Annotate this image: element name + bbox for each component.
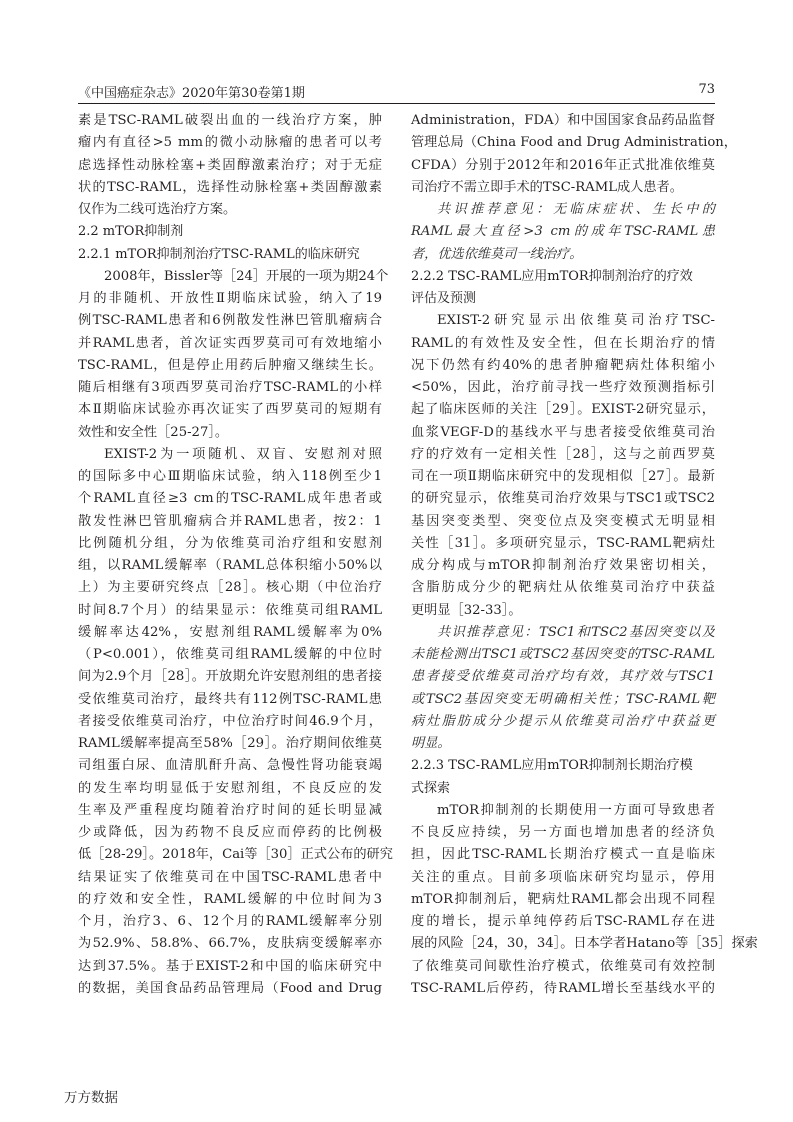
- text-line: 况下仍然有约40%的患者肿瘤靶病灶体积缩小: [411, 357, 715, 373]
- text-line: 起了临床医师的关注［29］。EXIST-2研究显示，: [411, 402, 715, 418]
- text-line: 散发性淋巴管肌瘤病合并RAML患者，按2：1: [78, 513, 382, 529]
- consensus-recommendation: 患者接受依维莫司治疗均有效，其疗效与TSC1: [411, 669, 715, 685]
- left-column: [78, 110, 393, 1000]
- text-line: 担，因此TSC-RAML长期治疗模式一直是临床: [411, 847, 715, 863]
- consensus-recommendation: 共识推荐意见：无临床症状、生长中的: [437, 202, 715, 217]
- text-line: 成分构成与mTOR抑制剂治疗效果密切相关，: [411, 558, 715, 573]
- text-line: 缓解率达42%，安慰剂组RAML缓解率为0%: [78, 624, 382, 640]
- text-line: 司治疗不需立即手术的TSC-RAML成人患者。: [411, 179, 683, 195]
- text-line: 效性和安全性［25-27］。: [78, 424, 229, 440]
- text-line: 达到37.5%。基于EXIST-2和中国的临床研究中: [78, 958, 382, 974]
- right-column: [411, 110, 758, 1000]
- text-line: 展的风险［24，30，34］。日本学者Hatano等［35］探索: [411, 936, 758, 952]
- subsection-heading: 2.2.1 mTOR抑制剂治疗TSC-RAML的临床研究: [78, 246, 360, 262]
- page-number: 73: [698, 82, 715, 97]
- text-line: 比例随机分组，分为依维莫司治疗组和安慰剂: [78, 535, 382, 551]
- text-line: 随后相继有3项西罗莫司治疗TSC-RAML的小样: [78, 380, 382, 395]
- text-line: 虑选择性动脉栓塞+类固醇激素治疗；对于无症: [78, 157, 382, 173]
- text-line: 司组蛋白尿、血清肌酐升高、急慢性肾功能衰竭: [78, 758, 382, 774]
- text-line: 受依维莫司治疗，最终共有112例TSC-RAML患: [78, 691, 382, 707]
- text-line: 司在一项Ⅱ期临床研究中的发现相似［27］。最新: [411, 469, 715, 484]
- text-line: 例TSC-RAML患者和6例散发性淋巴管肌瘤病合: [78, 313, 382, 329]
- paragraph-start: 2008年，Bissler等［24］开展的一项为期24个: [104, 268, 389, 284]
- text-line: mTOR抑制剂后，靶病灶RAML都会出现不同程: [411, 891, 715, 907]
- text-line: TSC-RAML后停药，待RAML增长至基线水平的: [411, 980, 715, 996]
- text-line: CFDA）分别于2012年和2016年正式批准依维莫: [411, 157, 715, 173]
- text-line: 的研究显示，依维莫司治疗效果与TSC1或TSC2: [411, 491, 715, 507]
- text-line: 关性［31］。多项研究显示，TSC-RAML靶病灶: [411, 535, 715, 551]
- text-line: 的疗效和安全性，RAML缓解的中位时间为3: [78, 891, 382, 907]
- subsection-heading: 评估及预测: [411, 291, 477, 306]
- consensus-recommendation: 病灶脂肪成分少提示从依维莫司治疗中获益更: [411, 713, 715, 729]
- paragraph-start: EXIST-2研究显示出依维莫司治疗TSC-: [437, 313, 715, 329]
- paragraph-start: EXIST-2为一项随机、双盲、安慰剂对照: [104, 446, 382, 462]
- text-line: 的国际多中心Ⅲ期临床试验，纳入118例至少1: [78, 469, 382, 484]
- running-header: [78, 82, 715, 104]
- text-line: 管理总局（China Food and Drug Administration，: [411, 135, 737, 151]
- text-line: 度的增长，提示单纯停药后TSC-RAML存在进: [411, 914, 715, 929]
- text-line: 了依维莫司间歇性治疗模式，依维莫司有效控制: [411, 958, 715, 974]
- text-line: 的发生率均明显低于安慰剂组，不良反应的发: [78, 780, 382, 796]
- text-line: 少或降低，因为药物不良反应而停药的比例极: [78, 825, 382, 840]
- text-line: 结果证实了依维莫司在中国TSC-RAML患者中: [78, 869, 382, 885]
- database-watermark: 万方数据: [64, 1090, 118, 1106]
- subsection-heading: 式探索: [411, 780, 451, 796]
- text-line: 个RAML直径≥3 cm的TSC-RAML成年患者或: [78, 491, 382, 507]
- consensus-recommendation: 或TSC2基因突变无明确相关性；TSC-RAML靶: [411, 691, 715, 707]
- text-line: RAML缓解率提高至58%［29］。治疗期间依维莫: [78, 736, 382, 751]
- text-line: 低［28-29］。2018年，Cai等［30］正式公布的研究: [78, 847, 393, 863]
- text-line: 者接受依维莫司治疗，中位治疗时间46.9个月，: [78, 713, 382, 729]
- text-line: 的数据，美国食品药品管理局（Food and Drug: [78, 980, 382, 996]
- text-line: 状的TSC-RAML，选择性动脉栓塞+类固醇激素: [78, 179, 382, 195]
- text-line: 瘤内有直径>5 mm的微小动脉瘤的患者可以考: [78, 135, 382, 151]
- text-line: 时间8.7个月）的结果显示：依维莫司组RAML: [78, 602, 382, 618]
- text-line: <50%，因此，治疗前寻找一些疗效预测指标引: [411, 380, 715, 395]
- text-line: 疗的疗效有一定相关性［28］，这与之前西罗莫: [411, 446, 715, 462]
- text-line: TSC-RAML，但是停止用药后肿瘤又继续生长。: [78, 357, 382, 373]
- text-line: RAML的有效性及安全性，但在长期治疗的情: [411, 335, 715, 351]
- text-line: 仅作为二线可选治疗方案。: [78, 202, 237, 217]
- text-line: 基因突变类型、突变位点及突变模式无明显相: [411, 513, 715, 529]
- text-line: Administration，FDA）和中国国家食品药品监督: [411, 113, 715, 128]
- subsection-heading: 2.2.2 TSC-RAML应用mTOR抑制剂治疗的疗效: [411, 268, 693, 284]
- text-line: （P<0.001），依维莫司组RAML缓解的中位时: [78, 647, 382, 662]
- text-line: 为52.9%、58.8%、66.7%，皮肤病变缓解率亦: [78, 936, 382, 952]
- text-line: 组，以RAML缓解率（RAML总体积缩小50%以: [78, 558, 382, 573]
- text-line: 素是TSC-RAML破裂出血的一线治疗方案，肿: [78, 113, 382, 128]
- consensus-recommendation: 共识推荐意见：TSC1和TSC2基因突变以及: [437, 624, 715, 640]
- consensus-recommendation: 明显。: [411, 736, 451, 751]
- text-line: 含脂肪成分少的靶病灶从依维莫司治疗中获益: [411, 580, 715, 596]
- text-line: 更明显［32-33］。: [411, 602, 522, 618]
- text-line: 生率及严重程度均随着治疗时间的延长明显减: [78, 802, 382, 818]
- journal-title: 《中国癌症杂志》2020年第30卷第1期: [78, 86, 305, 101]
- consensus-recommendation: 未能检测出TSC1或TSC2基因突变的TSC-RAML: [411, 647, 715, 662]
- consensus-recommendation: 者，优选依维莫司一线治疗。: [411, 246, 583, 262]
- text-line: 个月，治疗3、6、12个月的RAML缓解率分别: [78, 914, 382, 929]
- text-line: 上）为主要研究终点［28］。核心期（中位治疗: [78, 580, 382, 596]
- text-line: 间为2.9个月［28］。开放期允许安慰剂组的患者接: [78, 669, 382, 685]
- paragraph-start: mTOR抑制剂的长期使用一方面可导致患者: [437, 802, 715, 818]
- subsection-heading: 2.2.3 TSC-RAML应用mTOR抑制剂长期治疗模: [411, 758, 693, 774]
- consensus-recommendation: RAML最大直径>3 cm的成年TSC-RAML患: [411, 224, 715, 240]
- text-line: 并RAML患者，首次证实西罗莫司可有效地缩小: [78, 335, 382, 351]
- header-rule: [78, 103, 715, 104]
- text-line: 本Ⅱ期临床试验亦再次证实了西罗莫司的短期有: [78, 402, 382, 418]
- text-line: 血浆VEGF-D的基线水平与患者接受依维莫司治: [411, 424, 715, 440]
- text-line: 不良反应持续，另一方面也增加患者的经济负: [411, 825, 715, 840]
- text-line: 关注的重点。目前多项临床研究均显示，停用: [411, 869, 715, 885]
- text-line: 月的非随机、开放性Ⅱ期临床试验，纳入了19: [78, 291, 382, 306]
- section-heading: 2.2 mTOR抑制剂: [78, 224, 184, 240]
